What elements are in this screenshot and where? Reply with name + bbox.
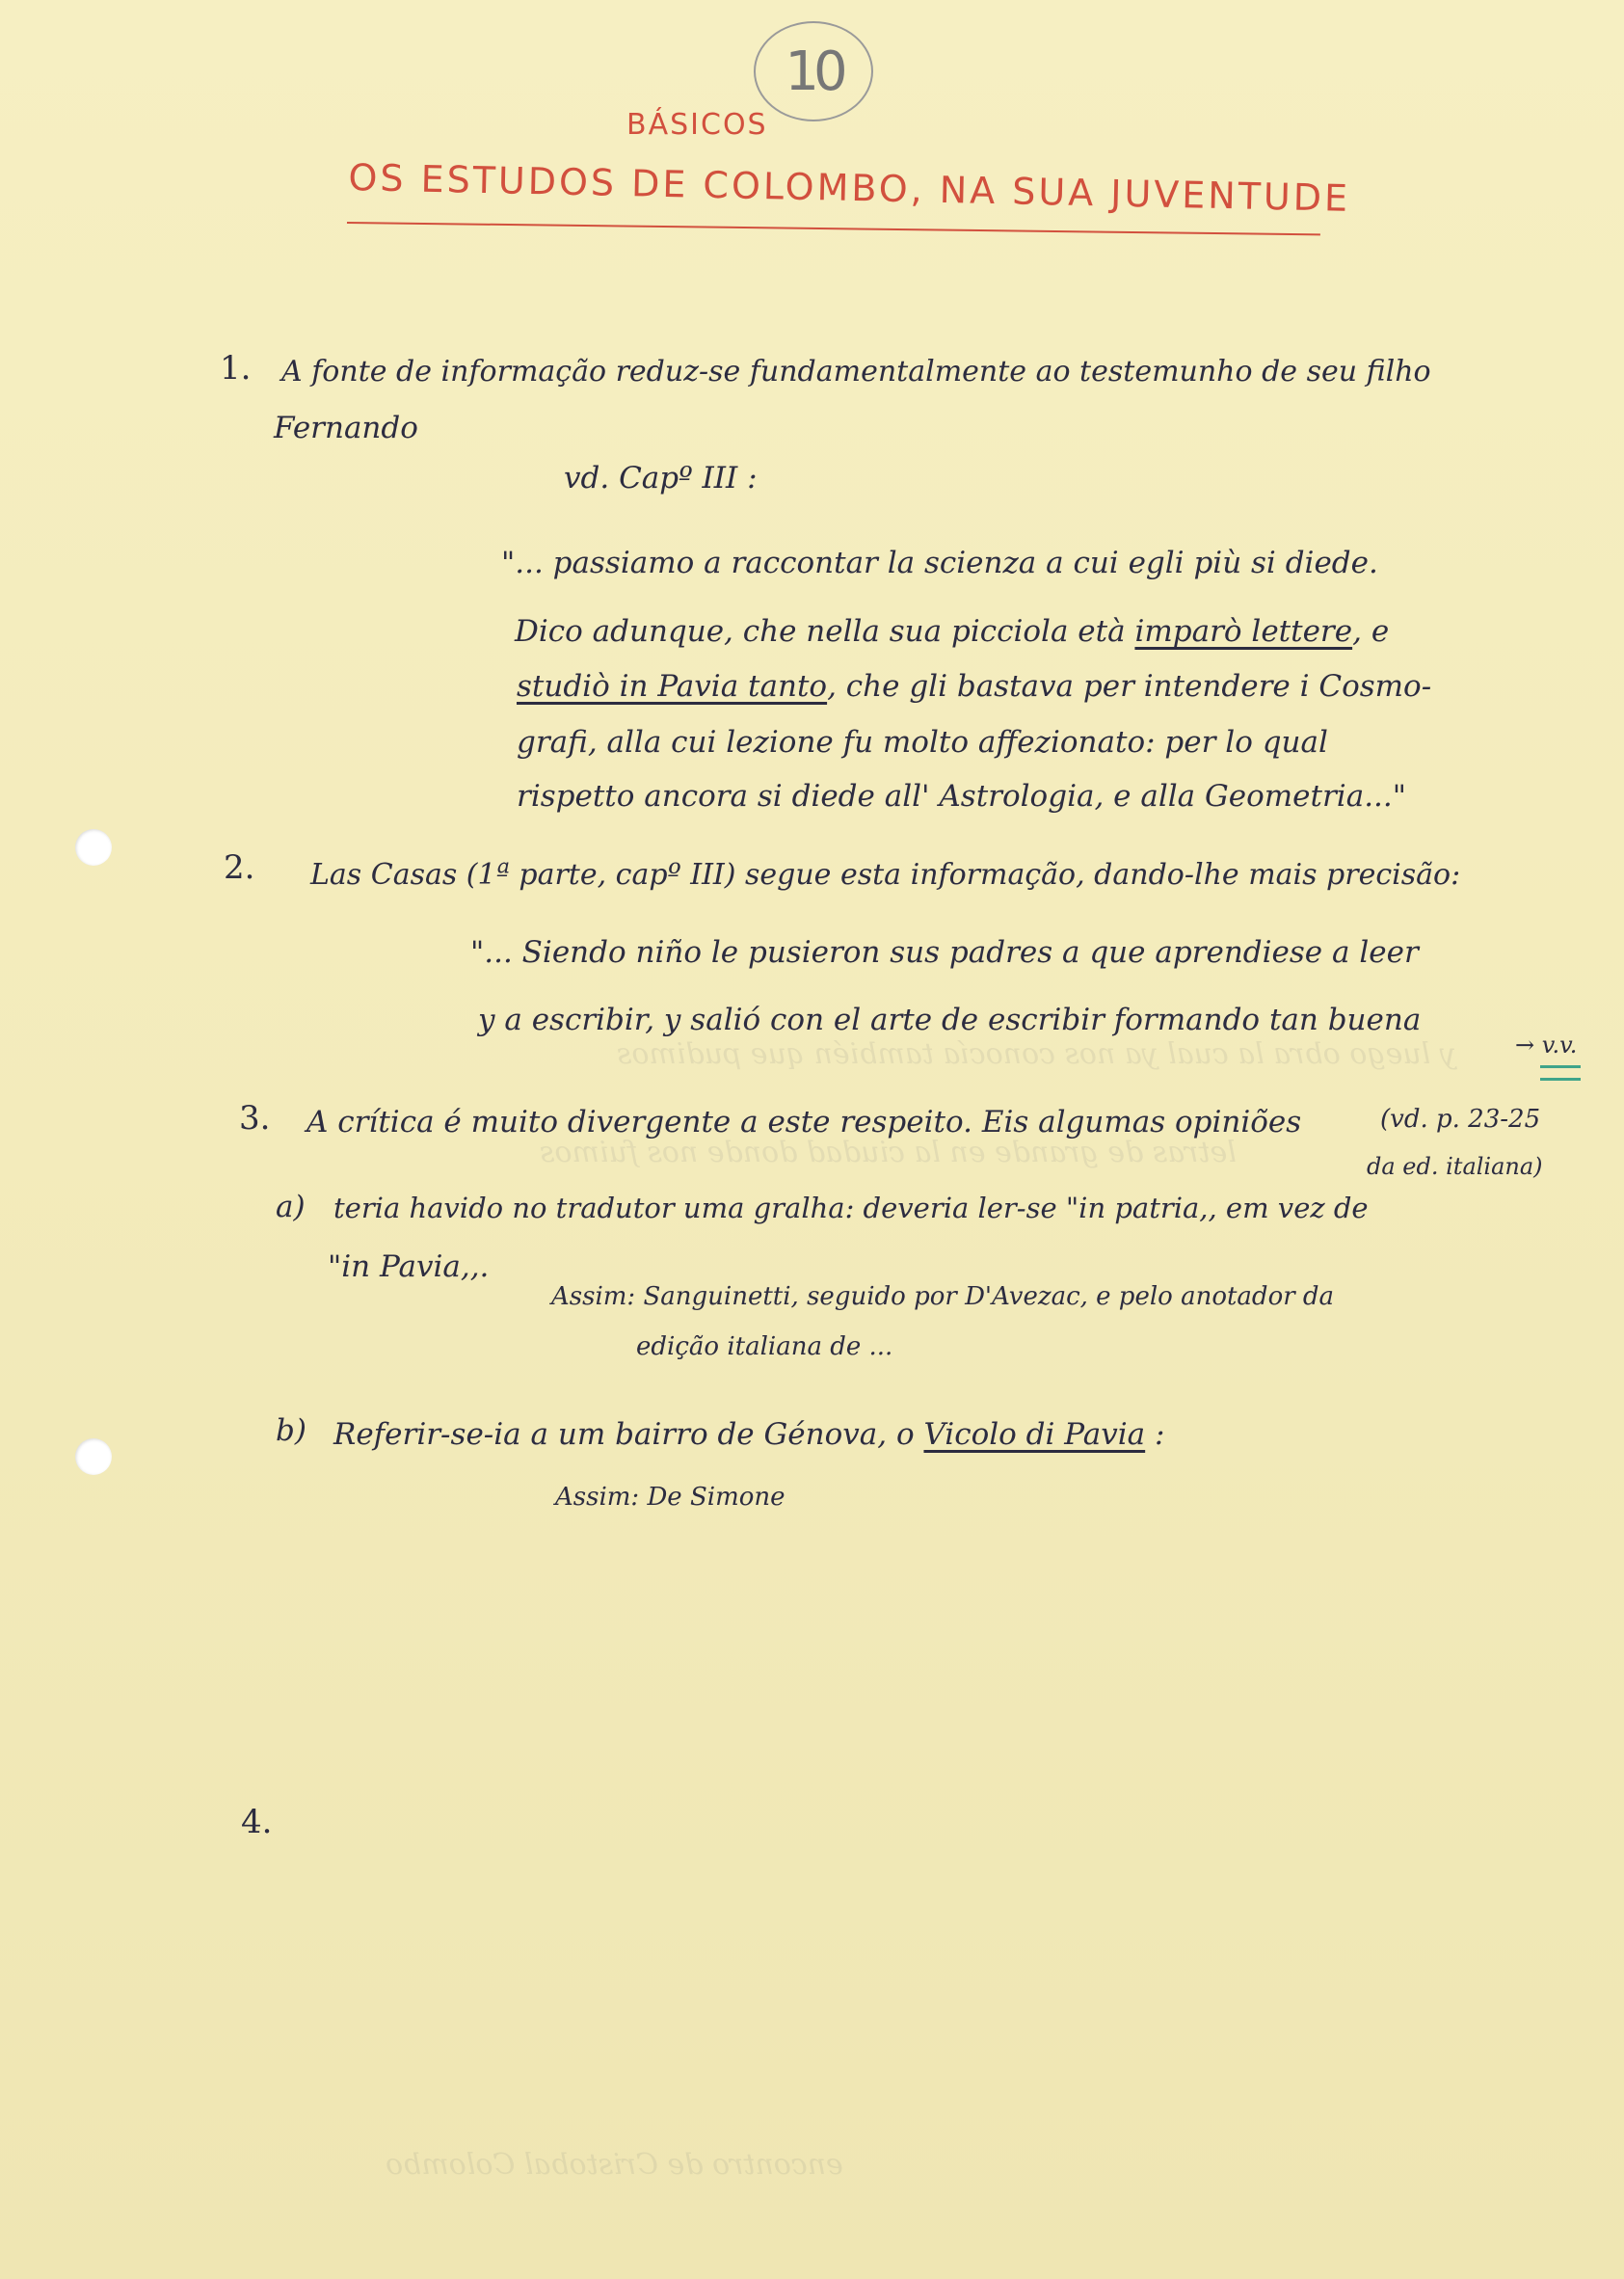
title-insert: BÁSICOS bbox=[626, 108, 768, 142]
green-mark bbox=[1540, 1065, 1581, 1081]
underlined-phrase: Vicolo di Pavia bbox=[923, 1417, 1146, 1452]
underlined-phrase: studiò in Pavia tanto bbox=[517, 669, 828, 704]
assim-line: Assim: De Simone bbox=[555, 1483, 785, 1512]
item-number: 4. bbox=[241, 1803, 273, 1841]
page-number: 10 bbox=[754, 21, 873, 121]
continuation-note: → v.v. bbox=[1515, 1032, 1578, 1059]
chapter-reference: vd. Capº III : bbox=[564, 461, 758, 496]
item-text-line: A crítica é muito divergente a este respeito. Eis algumas opiniões bbox=[306, 1105, 1302, 1140]
subitem-label: b) bbox=[276, 1413, 306, 1448]
subitem-label: a) bbox=[276, 1190, 306, 1224]
punch-hole-top bbox=[75, 829, 112, 866]
page-title: OS ESTUDOS DE COLOMBO, NA SUA JUVENTUDE bbox=[348, 156, 1351, 220]
assim-line: Assim: Sanguinetti, seguido por D'Avezac, e pelo anotador da bbox=[551, 1282, 1335, 1311]
item-text-line: Fernando bbox=[274, 411, 418, 445]
underlined-phrase: imparò lettere bbox=[1134, 614, 1353, 649]
quote-line: "... passiamo a raccontar la scienza a cui egli più si diede. bbox=[501, 546, 1378, 580]
subitem-text-line: "in Pavia,,. bbox=[328, 1249, 490, 1284]
quote-line: grafi, alla cui lezione fu molto affezionato: per lo qual bbox=[517, 725, 1328, 760]
red-note: (vd. p. 23-25 bbox=[1380, 1105, 1541, 1134]
quote-line: y a escribir, y salió con el arte de escribir formando tan buena bbox=[478, 1003, 1422, 1037]
item-number: 1. bbox=[220, 349, 252, 388]
subitem-text-line: Referir-se-ia a um bairro de Génova, o Vicolo di Pavia : bbox=[333, 1417, 1165, 1452]
assim-line: edição italiana de ... bbox=[636, 1332, 893, 1361]
quote-line: studiò in Pavia tanto, che gli bastava per intendere i Cosmo- bbox=[517, 669, 1432, 704]
subitem-text-line: teria havido no tradutor uma gralha: deveria ler-se "in patria,, em vez de bbox=[333, 1192, 1369, 1224]
bleed-through: encontro de Cristobal Colombo bbox=[386, 2148, 843, 2182]
bleed-through: y luego obra la cual ya nos conocía también que pudimos bbox=[617, 1037, 1456, 1071]
red-note: da ed. italiana) bbox=[1367, 1153, 1543, 1180]
item-text-line: A fonte de informação reduz-se fundamentalmente ao testemunho de seu filho bbox=[281, 355, 1431, 389]
bleed-through: letras de grande en la ciudad donde nos fuimos bbox=[540, 1136, 1237, 1169]
item-text-line: Las Casas (1ª parte, capº III) segue esta informação, dando-lhe mais precisão: bbox=[310, 858, 1461, 892]
item-number: 3. bbox=[239, 1099, 271, 1138]
quote-line: rispetto ancora si diede all' Astrologia, e alla Geometria..." bbox=[517, 779, 1407, 814]
quote-line: Dico adunque, che nella sua picciola età imparò lettere, e bbox=[515, 614, 1390, 649]
title-underline bbox=[347, 222, 1320, 235]
item-number: 2. bbox=[224, 848, 255, 887]
quote-line: "... Siendo niño le pusieron sus padres a que aprendiese a leer bbox=[470, 935, 1419, 970]
punch-hole-bottom bbox=[75, 1438, 112, 1475]
